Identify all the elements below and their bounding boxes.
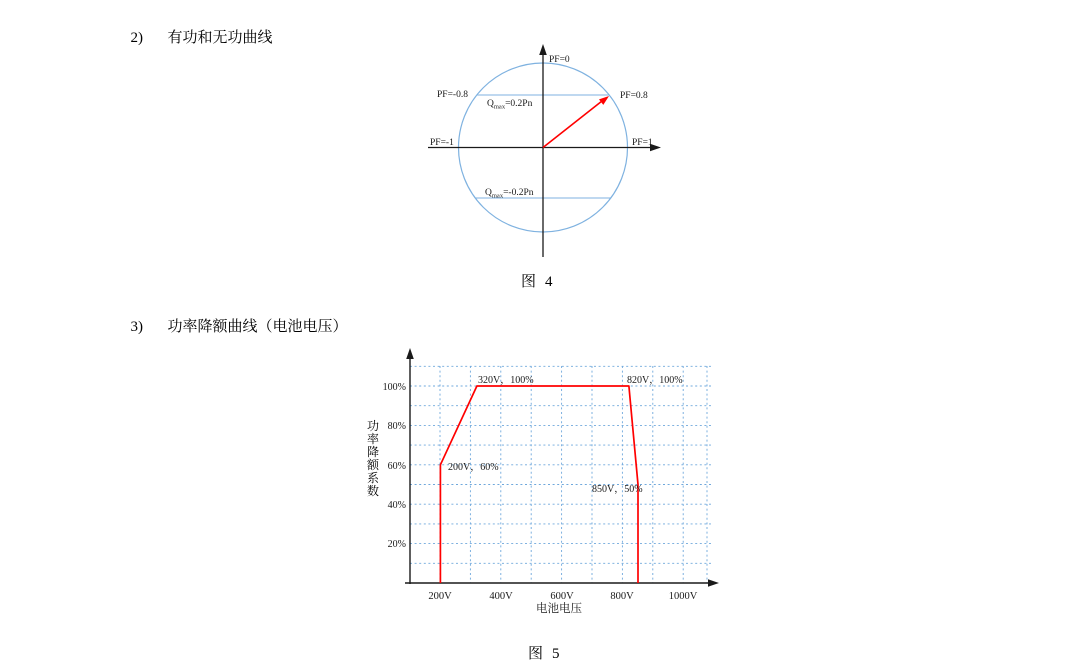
label-pf-pos1: PF=1 (632, 138, 653, 148)
point-label-320v-100: 320V，100% (478, 375, 534, 386)
pf-vector-arrow-icon (543, 96, 609, 148)
label-pf-pos08: PF=0.8 (620, 91, 648, 101)
fig4-up-arrow-icon (539, 44, 547, 55)
xtick-400v: 400V (489, 591, 513, 602)
point-label-850v-50: 850V，50% (592, 484, 643, 495)
point-label-820v-100: 820V，100% (627, 375, 683, 386)
label-qmax-lower: $Q_{max}=-0.2Pn$ (485, 188, 534, 200)
xtick-200v: 200V (428, 591, 452, 602)
figure4-pf-circle-diagram (420, 40, 670, 262)
fig5-xaxis-title: 电池电压 (536, 603, 582, 615)
fig5-gridlines (410, 366, 712, 583)
ytick-80: 80% (387, 421, 406, 432)
list-item-3-title: 功率降额曲线（电池电压） (167, 319, 348, 335)
ytick-60: 60% (387, 461, 406, 472)
ytick-40: 40% (387, 500, 406, 511)
list-item-2-title: 有功和无功曲线 (167, 30, 273, 46)
fig5-yaxis-title: 功率降额系数 (366, 419, 379, 498)
xtick-600v: 600V (550, 591, 574, 602)
label-pf0: PF=0 (549, 55, 570, 65)
figure4-caption: 图 4 (521, 274, 554, 290)
fig4-vertical-axis (539, 44, 547, 257)
fig4-horizontal-axis (428, 144, 661, 151)
fig5-up-arrow-icon (406, 348, 414, 359)
label-qmax-upper: $Q_{max}=0.2Pn$ (487, 99, 533, 111)
label-pf-neg08: PF=-0.8 (437, 90, 468, 100)
fig5-y-axis (406, 348, 414, 584)
fig5-x-axis (405, 579, 719, 587)
xtick-800v: 800V (610, 591, 634, 602)
list-item-3-number: 3) (130, 319, 143, 335)
ytick-100: 100% (382, 382, 406, 393)
list-item-2 (123, 9, 273, 47)
figure5-caption: 图 5 (528, 646, 561, 662)
label-pf-neg1: PF=-1 (430, 138, 454, 148)
list-item-2-number: 2) (130, 30, 143, 46)
list-item-3 (123, 298, 348, 336)
fig5-right-arrow-icon (708, 579, 719, 587)
xtick-1000v: 1000V (668, 591, 698, 602)
figure5-derating-chart (360, 345, 732, 620)
point-label-200v-60: 200V，60% (448, 462, 499, 473)
ytick-20: 20% (387, 539, 406, 550)
